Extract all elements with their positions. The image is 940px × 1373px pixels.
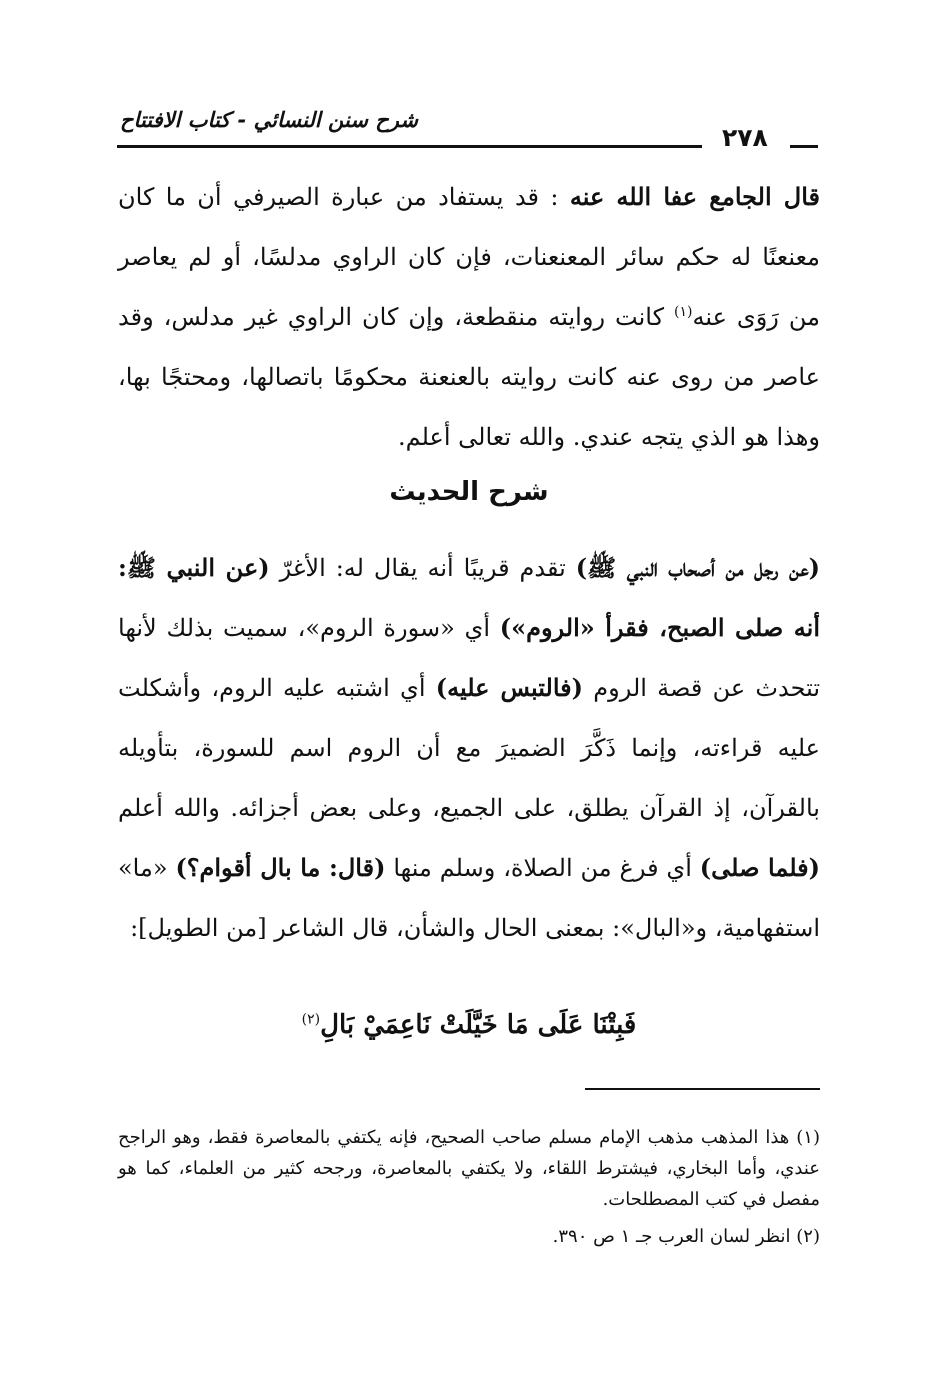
footnote-ref-1: (١) (674, 304, 693, 320)
footnotes (118, 1122, 820, 1252)
commentary-2: أي «سورة الروم»، سميت بذلك لأنها تتحدث عن قصة الروم (118, 614, 821, 702)
quote-2: (عن النبي ﷺ: أنه صلى الصبح، فقرأ «الروم») (118, 553, 821, 642)
commentary-5: «ما» استفهامية، و«البال»: بمعنى الحال والشأن، قال الشاعر [من الطويل]: (118, 854, 820, 942)
quote-5: (قال: ما بال أقوام؟) (175, 853, 386, 882)
poem-text: فَبِتْنَا عَلَى مَا خَيَّلَتْ نَاعِمَيْ بَالِ (320, 1010, 637, 1040)
page-number-dash (790, 145, 818, 148)
intro-paragraph (118, 167, 820, 467)
quote-1: (عن رجل من أصحاب النبي ﷺ) (575, 553, 820, 582)
footnote-ref-2: (٢) (301, 1011, 321, 1028)
commentary-4: أي فرغ من الصلاة، وسلم منها (393, 854, 692, 882)
intro-text-2: كانت روايته منقطعة، وإن كان الراوي غير مدلس، وقد عاصر من روى عنه كانت روايته بالعنعنة محكومًا باتصالها، ومحتجًا بها، وهذا هو الذي يتجه عندي. والله تعالى أعلم. (118, 303, 820, 451)
intro-speaker: قال الجامع عفا الله عنه (569, 182, 820, 211)
page-number: ٢٧٨ (722, 123, 768, 152)
commentary-1: تقدم قريبًا أنه يقال له: الأغرّ (279, 554, 566, 582)
header-rule (117, 145, 702, 148)
quote-4: (فلما صلى) (699, 853, 821, 882)
footnote-1: (١) هذا المذهب مذهب الإمام مسلم صاحب الصحيح، فإنه يكتفي بالمعاصرة فقط، وهو الراجح عندي، وأما البخاري، فيشترط اللقاء، ولا يكتفي بالمعاصرة، ورجحه كثير من العلماء، كما هو مفصل في كتب المصطلحات. (118, 1127, 820, 1210)
intro-text-1: : قد يستفاد من عبارة الصيرفي أن ما كان معنعنًا له حكم سائر المعنعنات، فإن كان الراوي مدلسًا، أو لم يعاصر من رَوَى عنه (118, 183, 820, 331)
poem-verse (118, 1010, 820, 1040)
section-heading: شرح الحديث (389, 477, 549, 507)
quote-3: (فالتبس عليه) (435, 673, 583, 702)
commentary-3: أي اشتبه عليه الروم، وأشكلت عليه قراءته، وإنما ذَكَّرَ الضميرَ مع أن الروم اسم للسورة، بتأويله بالقرآن، إذ القرآن يطلق، على الجميع، وعلى بعض أجزائه. والله أعلم (118, 674, 820, 822)
footnote-2: (٢) انظر لسان العرب جـ ١ ص ٣٩٠. (552, 1226, 820, 1247)
footnote-separator (585, 1088, 820, 1090)
running-header-title: شرح سنن النسائي - كتاب الافتتاح (120, 108, 418, 132)
hadith-commentary (118, 538, 820, 958)
